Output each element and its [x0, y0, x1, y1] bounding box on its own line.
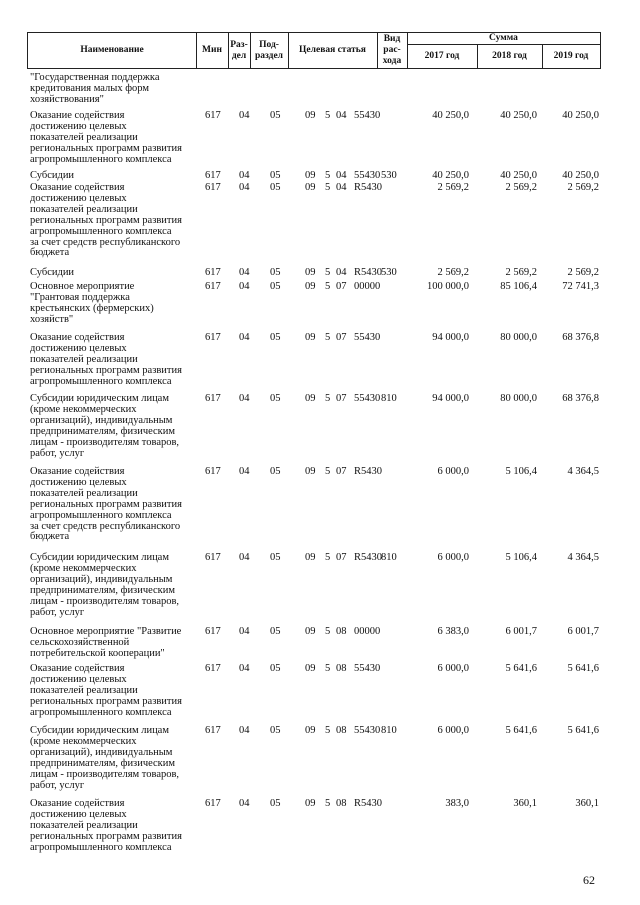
- cell-s18: 85 106,4: [500, 281, 537, 292]
- header-2018: 2018 год: [492, 51, 527, 61]
- row-name-line: Оказание содействия: [30, 466, 125, 477]
- row-name-line: за счет средств республиканского: [30, 520, 181, 532]
- cell-cs1: 09: [305, 332, 316, 343]
- row-name-line: организаций), индивидуальным: [30, 746, 173, 758]
- row-name-line: "Государственная поддержка: [30, 72, 160, 83]
- cell-s18: 40 250,0: [500, 170, 537, 181]
- cell-s19: 4 364,5: [567, 552, 599, 563]
- cell-s18: 360,1: [513, 798, 537, 809]
- header-razdel: Раз- дел: [230, 39, 248, 61]
- cell-s17: 6 000,0: [437, 466, 469, 477]
- cell-pr: 05: [270, 552, 281, 563]
- cell-cs3: 04: [336, 182, 347, 193]
- header-vid-raskhoda: Вид рас- хода: [382, 34, 402, 66]
- cell-cs2: 5: [325, 626, 331, 637]
- row-name-line: (кроме некоммерческих: [30, 562, 137, 574]
- row-name-line: потребительской кооперации": [30, 647, 165, 659]
- cell-min: 617: [205, 281, 221, 292]
- cell-vr: 810: [381, 552, 397, 563]
- cell-pr: 05: [270, 281, 281, 292]
- cell-cs3: 07: [336, 552, 347, 563]
- cell-min: 617: [205, 725, 221, 736]
- row-name-line: достижению целевых: [30, 342, 127, 354]
- cell-cs3: 08: [336, 626, 347, 637]
- row-name-line: Субсидии юридическим лицам: [30, 393, 169, 404]
- row-name-line: сельскохозяйственной: [30, 636, 130, 648]
- cell-rz: 04: [239, 466, 250, 477]
- cell-s17: 40 250,0: [432, 110, 469, 121]
- cell-cs4: 55430: [354, 663, 381, 674]
- cell-pr: 05: [270, 393, 281, 404]
- cell-rz: 04: [239, 725, 250, 736]
- cell-rz: 04: [239, 281, 250, 292]
- cell-s19: 5 641,6: [567, 663, 599, 674]
- row-name-line: Оказание содействия: [30, 332, 125, 343]
- row-name-line: региональных программ развития: [30, 364, 182, 376]
- cell-s17: 6 000,0: [437, 552, 469, 563]
- cell-s17: 40 250,0: [432, 170, 469, 181]
- row-name-line: за счет средств республиканского: [30, 236, 181, 248]
- cell-pr: 05: [270, 663, 281, 674]
- row-name-line: Оказание содействия: [30, 663, 125, 674]
- header-summa: Сумма: [489, 33, 518, 43]
- row-name-line: лицам - производителям товаров,: [30, 768, 180, 780]
- row-name-line: достижению целевых: [30, 120, 127, 132]
- cell-rz: 04: [239, 170, 250, 181]
- row-name-line: работ, услуг: [30, 447, 85, 459]
- cell-cs2: 5: [325, 170, 331, 181]
- row-name-line: кредитования малых форм: [30, 82, 149, 94]
- page-number: 62: [583, 873, 595, 887]
- cell-s18: 5 106,4: [505, 552, 537, 563]
- cell-rz: 04: [239, 182, 250, 193]
- cell-cs1: 09: [305, 725, 316, 736]
- cell-pr: 05: [270, 267, 281, 278]
- cell-pr: 05: [270, 798, 281, 809]
- cell-cs4: 55430: [354, 110, 381, 121]
- cell-cs4: 55430: [354, 170, 381, 181]
- row-name-line: региональных программ развития: [30, 695, 182, 707]
- row-name-line: (кроме некоммерческих: [30, 403, 137, 415]
- row-name-line: Основное мероприятие: [30, 281, 135, 292]
- cell-s19: 40 250,0: [562, 170, 599, 181]
- row-name-line: организаций), индивидуальным: [30, 414, 173, 426]
- cell-s19: 5 641,6: [567, 725, 599, 736]
- row-name-line: региональных программ развития: [30, 498, 182, 510]
- cell-rz: 04: [239, 626, 250, 637]
- row-name-line: предпринимателям, физическим: [30, 425, 176, 437]
- cell-s18: 5 106,4: [505, 466, 537, 477]
- cell-cs2: 5: [325, 332, 331, 343]
- row-name-line: предпринимателям, физическим: [30, 757, 176, 769]
- row-name-line: агропромышленного комплекса: [30, 225, 172, 237]
- row-name: [30, 726, 200, 791]
- row-name-line: крестьянских (фермерских): [30, 302, 154, 314]
- cell-min: 617: [205, 466, 221, 477]
- cell-s17: 2 569,2: [437, 182, 469, 193]
- row-name: [30, 268, 200, 279]
- cell-pr: 05: [270, 170, 281, 181]
- row-name: [30, 111, 200, 166]
- cell-s17: 94 000,0: [432, 393, 469, 404]
- cell-rz: 04: [239, 552, 250, 563]
- row-name-line: достижению целевых: [30, 673, 127, 685]
- cell-min: 617: [205, 110, 221, 121]
- row-name-line: показателей реализации: [30, 819, 138, 831]
- cell-cs2: 5: [325, 552, 331, 563]
- row-name: [30, 553, 200, 618]
- cell-cs4: 00000: [354, 281, 381, 292]
- row-name: [30, 799, 200, 854]
- cell-rz: 04: [239, 267, 250, 278]
- cell-cs1: 09: [305, 281, 316, 292]
- cell-vr: 530: [381, 267, 397, 278]
- cell-pr: 05: [270, 725, 281, 736]
- header-2017: 2017 год: [424, 51, 460, 61]
- row-name-line: показателей реализации: [30, 131, 138, 143]
- row-name-line: лицам - производителям товаров,: [30, 595, 180, 607]
- row-name-line: хозяйствования": [30, 93, 104, 105]
- cell-s17: 94 000,0: [432, 332, 469, 343]
- cell-min: 617: [205, 332, 221, 343]
- cell-cs4: R5430: [354, 552, 383, 563]
- cell-cs3: 04: [336, 170, 347, 181]
- row-name-line: организаций), индивидуальным: [30, 573, 173, 585]
- cell-s17: 2 569,2: [437, 267, 469, 278]
- row-name-line: показателей реализации: [30, 684, 138, 696]
- cell-cs4: 55430: [354, 393, 381, 404]
- cell-s18: 5 641,6: [505, 663, 537, 674]
- row-name: [30, 171, 200, 182]
- cell-min: 617: [205, 393, 221, 404]
- cell-cs4: R5430: [354, 466, 383, 477]
- cell-cs1: 09: [305, 626, 316, 637]
- cell-s17: 6 383,0: [437, 626, 469, 637]
- cell-cs1: 09: [305, 663, 316, 674]
- header-podrazdel: Под- раздел: [254, 39, 284, 61]
- row-name-line: региональных программ развития: [30, 142, 182, 154]
- row-name-line: хозяйств": [30, 313, 74, 325]
- row-name-line: Основное мероприятие "Развитие: [30, 626, 182, 637]
- cell-pr: 05: [270, 466, 281, 477]
- cell-rz: 04: [239, 798, 250, 809]
- cell-rz: 04: [239, 663, 250, 674]
- row-name: [30, 627, 200, 660]
- cell-rz: 04: [239, 393, 250, 404]
- cell-cs4: 55430: [354, 725, 381, 736]
- cell-vr: 810: [381, 393, 397, 404]
- row-name-line: Оказание содействия: [30, 182, 125, 193]
- row-name-line: показателей реализации: [30, 353, 138, 365]
- header-2019: 2019 год: [553, 51, 589, 61]
- header-celevaya-statya: Целевая статья: [299, 45, 366, 55]
- cell-s18: 80 000,0: [500, 393, 537, 404]
- row-name-line: Оказание содействия: [30, 798, 125, 809]
- cell-s17: 6 000,0: [437, 663, 469, 674]
- row-name-line: (кроме некоммерческих: [30, 735, 137, 747]
- cell-vr: 810: [381, 725, 397, 736]
- row-name-line: достижению целевых: [30, 808, 127, 820]
- cell-cs2: 5: [325, 725, 331, 736]
- cell-cs3: 08: [336, 798, 347, 809]
- row-name-line: бюджета: [30, 531, 70, 543]
- cell-s19: 2 569,2: [567, 182, 599, 193]
- cell-cs3: 08: [336, 725, 347, 736]
- row-name-line: агропромышленного комплекса: [30, 841, 172, 853]
- row-name-line: достижению целевых: [30, 476, 127, 488]
- cell-rz: 04: [239, 332, 250, 343]
- row-name-line: региональных программ развития: [30, 830, 182, 842]
- cell-cs2: 5: [325, 182, 331, 193]
- cell-cs2: 5: [325, 798, 331, 809]
- cell-s19: 2 569,2: [567, 267, 599, 278]
- cell-cs2: 5: [325, 110, 331, 121]
- cell-s18: 40 250,0: [500, 110, 537, 121]
- cell-cs4: R5430: [354, 182, 383, 193]
- cell-s18: 80 000,0: [500, 332, 537, 343]
- cell-min: 617: [205, 267, 221, 278]
- cell-s18: 2 569,2: [505, 267, 537, 278]
- cell-s17: 100 000,0: [427, 281, 469, 292]
- row-name-line: Субсидии: [30, 170, 75, 181]
- cell-min: 617: [205, 552, 221, 563]
- cell-cs3: 07: [336, 332, 347, 343]
- cell-cs1: 09: [305, 552, 316, 563]
- cell-cs1: 09: [305, 110, 316, 121]
- cell-vr: 530: [381, 170, 397, 181]
- cell-cs4: R5430: [354, 798, 383, 809]
- row-name-line: Оказание содействия: [30, 110, 125, 121]
- row-name-line: лицам - производителям товаров,: [30, 436, 180, 448]
- cell-pr: 05: [270, 332, 281, 343]
- cell-s18: 2 569,2: [505, 182, 537, 193]
- cell-min: 617: [205, 626, 221, 637]
- row-name-line: бюджета: [30, 247, 70, 259]
- cell-s19: 68 376,8: [562, 332, 599, 343]
- cell-s17: 6 000,0: [437, 725, 469, 736]
- cell-cs2: 5: [325, 663, 331, 674]
- cell-cs1: 09: [305, 170, 316, 181]
- cell-cs2: 5: [325, 393, 331, 404]
- cell-s19: 360,1: [575, 798, 599, 809]
- cell-cs1: 09: [305, 182, 316, 193]
- row-name: [30, 73, 200, 106]
- cell-cs2: 5: [325, 466, 331, 477]
- row-name-line: работ, услуг: [30, 779, 85, 791]
- cell-cs3: 07: [336, 281, 347, 292]
- cell-cs1: 09: [305, 798, 316, 809]
- cell-pr: 05: [270, 110, 281, 121]
- cell-s18: 5 641,6: [505, 725, 537, 736]
- cell-min: 617: [205, 663, 221, 674]
- row-name: [30, 664, 200, 719]
- row-name: [30, 394, 200, 459]
- row-name-line: агропромышленного комплекса: [30, 375, 172, 387]
- cell-s18: 6 001,7: [505, 626, 537, 637]
- cell-cs3: 04: [336, 110, 347, 121]
- cell-cs4: 55430: [354, 332, 381, 343]
- cell-cs2: 5: [325, 281, 331, 292]
- cell-s19: 6 001,7: [567, 626, 599, 637]
- cell-min: 617: [205, 798, 221, 809]
- cell-s19: 40 250,0: [562, 110, 599, 121]
- row-name-line: работ, услуг: [30, 606, 85, 618]
- cell-cs3: 07: [336, 466, 347, 477]
- cell-cs3: 08: [336, 663, 347, 674]
- cell-cs4: 00000: [354, 626, 381, 637]
- row-name-line: региональных программ развития: [30, 214, 182, 226]
- cell-min: 617: [205, 182, 221, 193]
- cell-rz: 04: [239, 110, 250, 121]
- cell-cs3: 07: [336, 393, 347, 404]
- row-name-line: агропромышленного комплекса: [30, 706, 172, 718]
- row-name-line: достижению целевых: [30, 192, 127, 204]
- row-name: [30, 333, 200, 388]
- row-name-line: Субсидии юридическим лицам: [30, 552, 169, 563]
- header-min: Мин: [202, 45, 222, 55]
- cell-cs3: 04: [336, 267, 347, 278]
- header-name: Наименование: [80, 45, 144, 55]
- cell-cs4: R5430: [354, 267, 383, 278]
- row-name: [30, 282, 200, 326]
- row-name: [30, 183, 200, 259]
- row-name-line: показателей реализации: [30, 203, 138, 215]
- row-name-line: Субсидии: [30, 267, 75, 278]
- row-name-line: показателей реализации: [30, 487, 138, 499]
- row-name-line: Субсидии юридическим лицам: [30, 725, 169, 736]
- cell-cs2: 5: [325, 267, 331, 278]
- cell-s19: 72 741,3: [562, 281, 599, 292]
- cell-cs1: 09: [305, 267, 316, 278]
- cell-s19: 68 376,8: [562, 393, 599, 404]
- row-name-line: "Грантовая поддержка: [30, 291, 130, 303]
- cell-pr: 05: [270, 626, 281, 637]
- cell-cs1: 09: [305, 393, 316, 404]
- row-name-line: предпринимателям, физическим: [30, 584, 176, 596]
- cell-s19: 4 364,5: [567, 466, 599, 477]
- row-name-line: агропромышленного комплекса: [30, 153, 172, 165]
- cell-s17: 383,0: [445, 798, 469, 809]
- cell-min: 617: [205, 170, 221, 181]
- cell-pr: 05: [270, 182, 281, 193]
- table-header: [27, 32, 601, 69]
- cell-cs1: 09: [305, 466, 316, 477]
- row-name-line: агропромышленного комплекса: [30, 509, 172, 521]
- row-name: [30, 467, 200, 543]
